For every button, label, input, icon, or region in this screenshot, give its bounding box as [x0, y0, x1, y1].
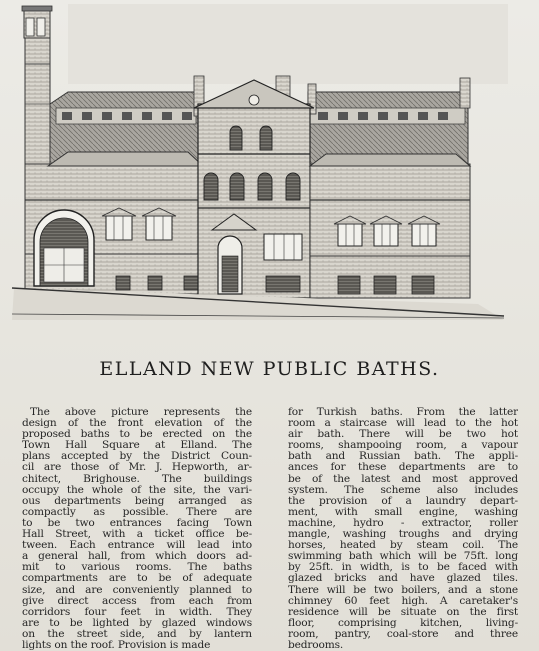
- text-line: plans accepted by the District Coun-: [22, 451, 252, 463]
- text-line: machine, hydro - extractor, roller: [288, 517, 518, 529]
- text-line: tween. Each entrance will lead into: [22, 540, 252, 552]
- text-line: ous departments being arranged as: [22, 495, 252, 507]
- text-line: floor, comprising kitchen, living-: [288, 617, 518, 629]
- text-line: rooms, shampooing room, a vapour: [288, 440, 518, 452]
- chimney-tower: [22, 6, 52, 188]
- text-line: chitect, Brighouse. The buildings: [22, 473, 252, 485]
- text-line: residence will be situate on the first: [288, 606, 518, 618]
- left-wing: [25, 152, 205, 294]
- text-line: on the street side, and by lantern: [22, 628, 252, 640]
- text-line: size, and are conveniently planned to: [22, 584, 252, 596]
- text-line: bath and Russian bath. The appli-: [288, 451, 518, 463]
- right-wing: [310, 154, 470, 298]
- text-line: compartments are to be of adequate: [22, 573, 252, 585]
- text-line: bedrooms.: [288, 639, 344, 651]
- text-line: room a staircase will lead to the hot: [288, 418, 518, 430]
- text-line: to be two entrances facing Town: [22, 517, 252, 529]
- text-line: cil are those of Mr. J. Hepworth, ar-: [22, 462, 252, 474]
- text-line: by 25ft. in width, is to be faced with: [288, 562, 518, 574]
- text-line: system. The scheme also includes: [288, 484, 518, 496]
- text-line: give direct access from each from: [22, 595, 252, 607]
- text-line: Town Hall Square at Elland. The: [22, 440, 252, 452]
- central-block: [194, 80, 314, 298]
- text-line: ment, with small engine, washing: [288, 506, 518, 518]
- text-line: The above picture represents the: [30, 407, 252, 418]
- text-line: glazed bricks and have glazed tiles.: [288, 573, 518, 585]
- right-column: [288, 407, 518, 651]
- text-line: compactly as possible. There are: [22, 506, 252, 518]
- article-body: [22, 407, 518, 651]
- text-line: for Turkish baths. From the latter: [288, 407, 518, 418]
- text-line: be of the latest and most approved: [288, 473, 518, 485]
- text-line: proposed baths to be erected on the: [22, 429, 252, 441]
- text-line: mangle, washing troughs and drying: [288, 529, 518, 541]
- text-line: occupy the whole of the site, the vari-: [22, 484, 252, 496]
- text-line: mit to various rooms. The baths: [22, 562, 252, 574]
- left-column: [22, 407, 252, 651]
- text-line: There will be two boilers, and a stone: [288, 584, 518, 596]
- text-line: corridors four feet in width. They: [22, 606, 252, 618]
- text-line: design of the front elevation of the: [22, 418, 252, 430]
- text-line: air bath. There will be two hot: [288, 429, 518, 441]
- text-line: chimney 60 feet high. A caretaker's: [288, 595, 518, 607]
- text-line: a general hall, from which doors ad-: [22, 551, 252, 563]
- text-line: room, pantry, coal-store and three: [288, 628, 518, 640]
- text-line: horses, heated by steam coil. The: [288, 540, 518, 552]
- text-line: the provision of a laundry depart-: [288, 495, 518, 507]
- text-line: lights on the roof. Provision is made: [22, 639, 211, 651]
- article-title: ELLAND NEW PUBLIC BATHS.: [99, 358, 440, 380]
- text-line: swimming bath which will be 75ft. long: [288, 551, 518, 563]
- text-line: are to be lighted by glazed windows: [22, 617, 252, 629]
- baths-elevation-illustration: [8, 4, 508, 320]
- text-line: Hall Street, with a ticket office be-: [22, 529, 252, 541]
- text-line: ances for these departments are to: [288, 462, 518, 474]
